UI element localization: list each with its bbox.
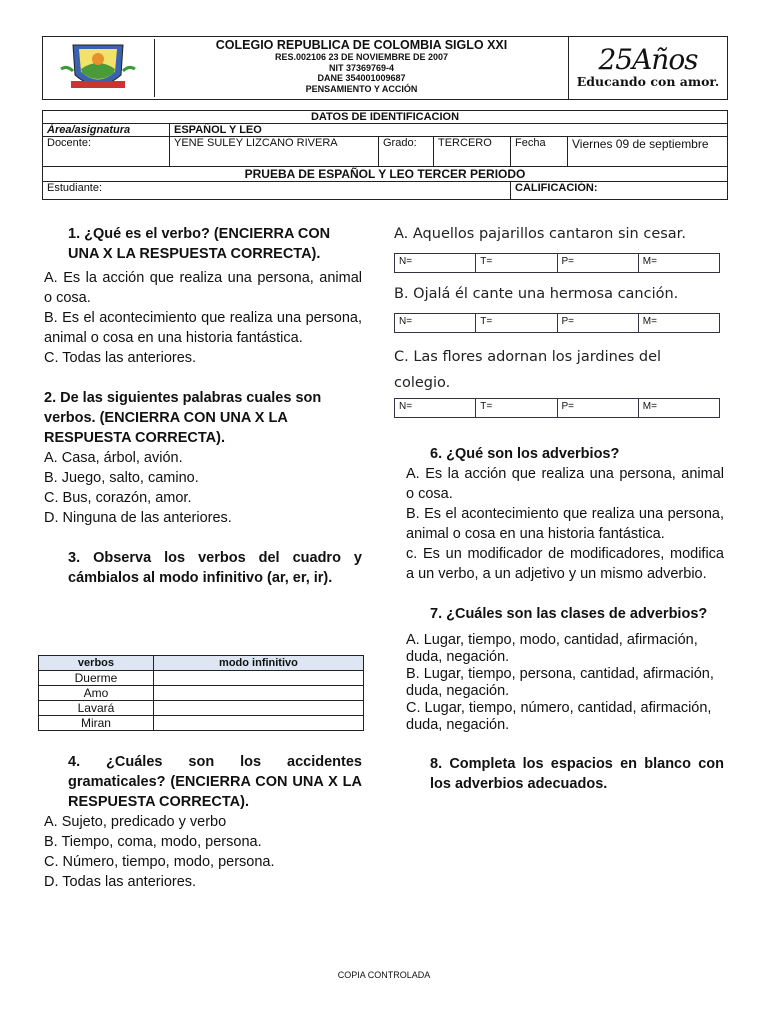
q1-option-c[interactable]: C. Todas las anteriores. (44, 350, 197, 366)
m-field[interactable]: M= (642, 316, 657, 327)
question-3: 3. Observa los verbos del cuadro y cámbialos al modo infinitivo (ar, er, ir). (68, 550, 362, 586)
infinitive-answer-cell[interactable] (153, 671, 363, 686)
answer-row-b[interactable] (394, 313, 720, 333)
q1-option-a[interactable]: A. Es la acción que realiza una persona, animal o cosa. (44, 270, 362, 306)
p-field[interactable]: P= (558, 254, 639, 272)
verb-cell: Duerme (39, 671, 154, 686)
sentence-a: A. Aquellos pajarillos cantaron sin cesar. (394, 226, 686, 242)
calificacion-field[interactable] (511, 182, 728, 200)
n-field[interactable]: N= (395, 399, 476, 417)
t-field[interactable]: T= (476, 314, 557, 332)
docente-label: Docente: (43, 137, 170, 167)
fecha-value: Viernes 09 de septiembre (568, 137, 728, 167)
infinitive-answer-cell[interactable] (153, 701, 363, 716)
q7-option-c[interactable]: C. Lugar, tiempo, número, cantidad, afirmación, duda, negación. (406, 700, 712, 733)
resolution: RES.002106 23 DE NOVIEMBRE DE 2007 (274, 52, 449, 62)
area-value: ESPAÑOL Y LEO (170, 124, 728, 137)
dane: DANE 354001009687 (317, 73, 406, 83)
question-7: 7. ¿Cuáles son las clases de adverbios? (430, 606, 708, 622)
q7-option-a[interactable]: A. Lugar, tiempo, modo, cantidad, afirmación, duda, negación. (406, 632, 698, 665)
q2-option-d[interactable]: D. Ninguna de las anteriores. (44, 510, 232, 526)
m-field[interactable]: M= (642, 256, 657, 267)
verb-cell: Miran (39, 716, 154, 731)
area-label: Área/asignatura (43, 124, 170, 137)
verbs-table (38, 655, 364, 731)
n-field[interactable]: N= (395, 254, 476, 272)
q4-option-d[interactable]: D. Todas las anteriores. (44, 874, 197, 890)
left-column-bottom (44, 752, 362, 892)
m-field[interactable]: M= (642, 401, 657, 412)
anniversary-motto: Educando con amor. (576, 74, 720, 89)
identification-table (42, 110, 728, 200)
left-column (44, 224, 362, 588)
question-2: 2. De las siguientes palabras cuales son verbos. (ENCIERRA CON UNA X LA RESPUESTA CORRECTA). (44, 390, 322, 446)
sentence-c: C. Las flores adornan los jardines del colegio. (394, 349, 662, 391)
anniversary-title: 25Años (598, 43, 698, 76)
verb-cell: Lavará (39, 701, 154, 716)
anniversary-box (569, 37, 727, 99)
question-8: 8. Completa los espacios en blanco con los adverbios adecuados. (430, 756, 724, 792)
answer-row-c[interactable] (394, 398, 720, 418)
grado-value: TERCERO (434, 137, 511, 167)
motto-school: PENSAMIENTO Y ACCIÓN (305, 83, 418, 94)
q6-option-b[interactable]: B. Es el acontecimiento que realiza una persona, animal o cosa en una historia fantástica. (406, 506, 724, 542)
p-field[interactable]: P= (558, 314, 639, 332)
footer-copy: COPIA CONTROLADA (337, 970, 431, 980)
question-4: 4. ¿Cuáles son los accidentes gramaticales? (ENCIERRA CON UNA X LA RESPUESTA CORRECTA). (68, 754, 362, 810)
school-crest-logo (45, 39, 155, 97)
q1-option-b[interactable]: B. Es el acontecimiento que realiza una persona, animal o cosa en una historia fantástica. (44, 310, 362, 346)
school-name: COLEGIO REPUBLICA DE COLOMBIA SIGLO XXI (215, 38, 508, 52)
p-field[interactable]: P= (558, 399, 639, 417)
t-field[interactable]: T= (476, 399, 557, 417)
estudiante-field[interactable] (43, 182, 511, 200)
q6-option-a[interactable]: A. Es la acción que realiza una persona, animal o cosa. (406, 466, 724, 502)
datos-title: DATOS DE IDENTIFICACION (43, 111, 728, 124)
answer-row-a[interactable] (394, 253, 720, 273)
grado-label: Grado: (379, 137, 434, 167)
calificacion-label: CALIFICACIÓN: (515, 182, 598, 194)
docente-value: YENE SULEY LIZCANO RIVERA (170, 137, 379, 167)
header-center (155, 37, 569, 99)
infinitive-header: modo infinitivo (153, 656, 363, 671)
n-field[interactable]: N= (395, 314, 476, 332)
right-column (406, 444, 724, 794)
verbs-header: verbos (39, 656, 154, 671)
q2-option-b[interactable]: B. Juego, salto, camino. (44, 470, 199, 486)
infinitive-answer-cell[interactable] (153, 716, 363, 731)
question-6: 6. ¿Qué son los adverbios? (430, 446, 620, 462)
prueba-title: PRUEBA DE ESPAÑOL Y LEO TERCER PERIODO (43, 167, 728, 182)
t-field[interactable]: T= (476, 254, 557, 272)
q4-option-c[interactable]: C. Número, tiempo, modo, persona. (44, 854, 275, 870)
sentence-b: B. Ojalá él cante una hermosa canción. (394, 286, 679, 302)
infinitive-answer-cell[interactable] (153, 686, 363, 701)
q4-option-a[interactable]: A. Sujeto, predicado y verbo (44, 814, 227, 830)
question-1: 1. ¿Qué es el verbo? (ENCIERRA CON UNA X LA RESPUESTA CORRECTA). (68, 226, 331, 262)
nit: NIT 37369769-4 (328, 62, 395, 73)
q6-option-c[interactable]: c. Es un modificador de modificadores, modifica a un verbo, a un adjetivo y un mismo adverbio. (406, 546, 724, 582)
fecha-label: Fecha (511, 137, 568, 167)
q2-option-c[interactable]: C. Bus, corazón, amor. (44, 490, 192, 506)
verb-cell: Amo (39, 686, 154, 701)
q7-option-b[interactable]: B. Lugar, tiempo, persona, cantidad, afirmación, duda, negación. (406, 666, 714, 699)
q2-option-a[interactable]: A. Casa, árbol, avión. (44, 450, 183, 466)
estudiante-label: Estudiante: (47, 182, 103, 194)
q4-option-b[interactable]: B. Tiempo, coma, modo, persona. (44, 834, 262, 850)
school-header (42, 36, 728, 100)
